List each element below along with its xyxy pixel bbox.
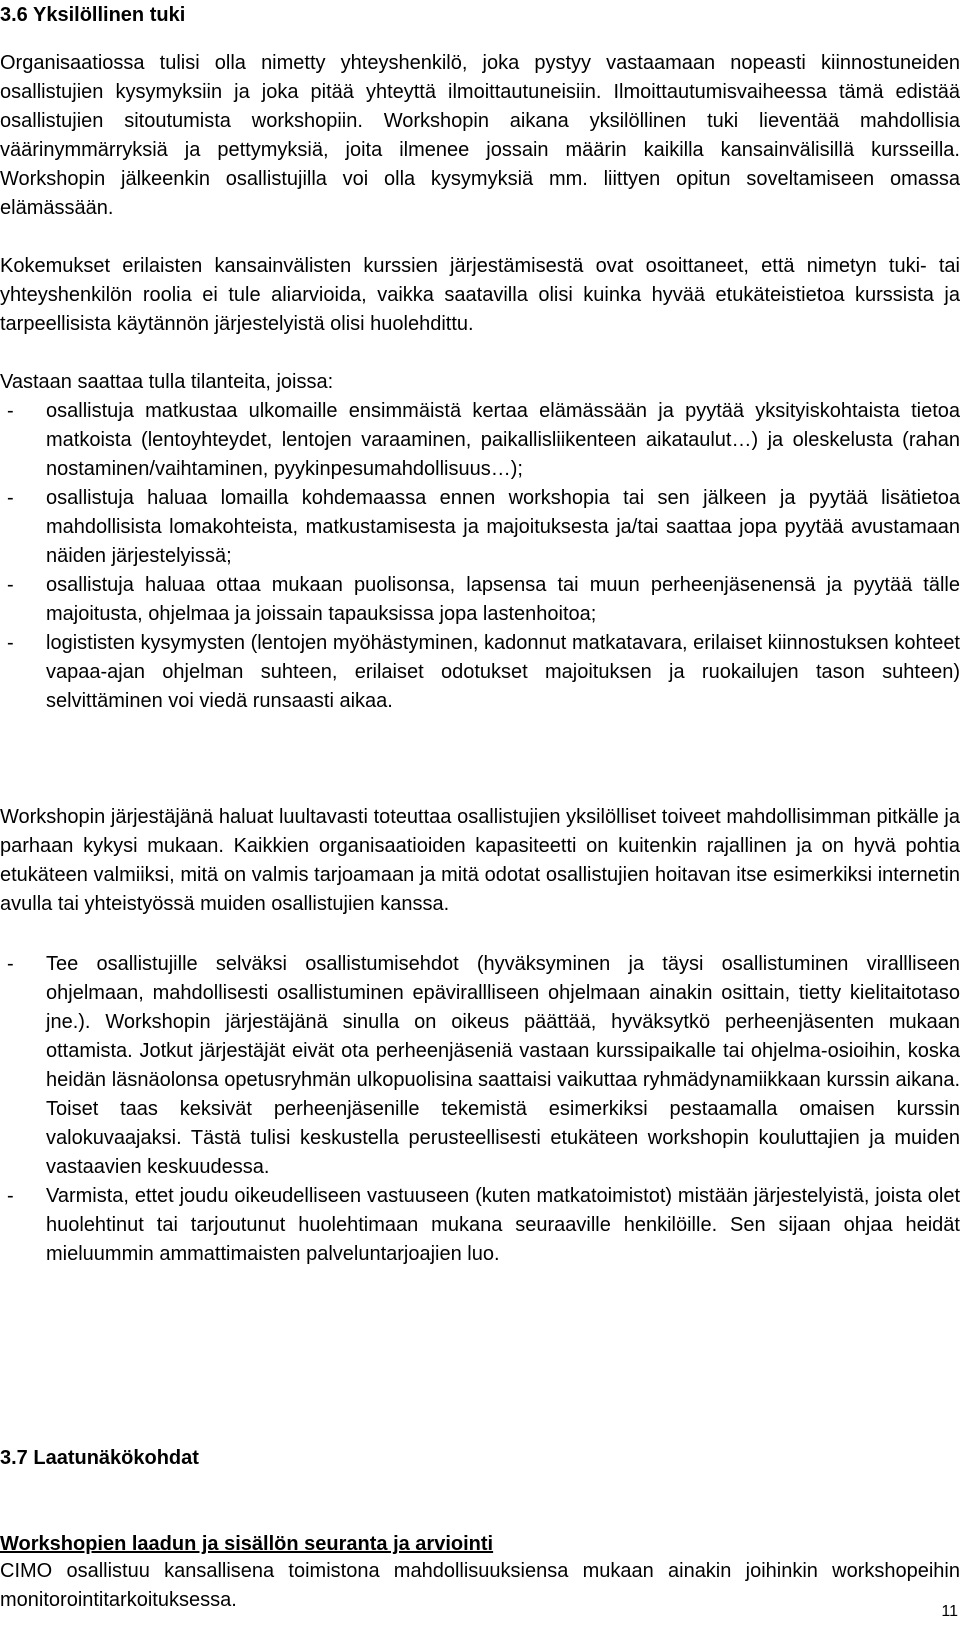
paragraph-contact-person: Organisaatiossa tulisi olla nimetty yhteyshenkilö, joka pystyy vastaamaan nopeasti kiinnostuneiden osallistujien kysymyksiin ja joka pitää yhteyttä ilmoittautuneisiin. Ilmoittautumisvaiheessa tämä edistää osallistujien sitoutumista workshopiin. Workshopin aikana yksilöllinen tuki lieventää mahdollisia väärinymmärryksiä ja pettymyksiä, joita ilmenee jossain määrin kaikilla kansainvälisillä kursseilla. Workshopin jälkeenkin osallistujilla voi olla kysymyksiä mm. liittyen opitun soveltamiseen omassa elämässään. [0, 52, 960, 219]
paragraph-situations-intro: Vastaan saattaa tulla tilanteita, joissa: [0, 371, 334, 393]
situations-list [0, 397, 960, 716]
list-item: - osallistuja matkustaa ulkomaille ensimmäistä kertaa elämässään ja pyytää yksityiskohtaista tietoa matkoista (lentoyhteydet, lentojen varaaminen, paikallisliikenteen aikataulut…) ja oleskelusta (rahan nostaminen/vaihtaminen, pyykinpesumahdollisuus…); [0, 397, 960, 484]
list-item: - osallistuja haluaa lomailla kohdemaassa ennen workshopia tai sen jälkeen ja pyytää lisätietoa mahdollisista lomakohteista, matkustamisesta ja majoituksesta ja/tai saattaa jopa pyytää avustamaan näiden järjestelyissä; [0, 484, 960, 571]
paragraph-organizer-capacity: Workshopin järjestäjänä haluat luultavasti toteuttaa osallistujien yksilölliset toiveet mahdollisimman pitkälle ja parhaan kykysi mukaan. Kaikkien organisaatioiden kapasiteetti on kuitenkin rajallinen ja on hyvä pohtia etukäteen valmiiksi, mitä on valmis tarjoamaan ja mitä odotat osallistujien hoitavan itse esimerkiksi internetin avulla tai yhteistyössä muiden osallistujien kanssa. [0, 806, 960, 915]
paragraph-experiences: Kokemukset erilaisten kansainvälisten kurssien järjestämisestä ovat osoittaneet, että nimetyn tuki- tai yhteyshenkilön roolia ei tule aliarvioida, vaikka saatavilla olisi kuinka hyvää etukäteistietoa kurssista ja tarpeellisista käytännön järjestelyistä olisi huolehdittu. [0, 255, 960, 335]
list-dash: - [7, 487, 14, 509]
list-item: - osallistuja haluaa ottaa mukaan puolisonsa, lapsensa tai muun perheenjäsenensä ja pyytää tälle majoitusta, ohjelmaa ja joissain tapauksissa jopa lastenhoitoa; [0, 571, 960, 629]
list-dash: - [7, 632, 14, 654]
section-title-3-6: 3.6 Yksilöllinen tuki [0, 4, 186, 26]
page-number: 11 [941, 1603, 958, 1620]
section-title-3-7: 3.7 Laatunäkökohdat [0, 1447, 199, 1469]
section-subtitle: Workshopien laadun ja sisällön seuranta ja arviointi [0, 1533, 494, 1555]
list-dash: - [7, 953, 14, 975]
list-dash: - [7, 400, 14, 422]
list-item: - logististen kysymysten (lentojen myöhästyminen, kadonnut matkatavara, erilaiset kiinnostuksen kohteet vapaa-ajan ohjelman suhteen, erilaiset odotukset majoituksen ja ruokailujen tason suhteen) selvittäminen voi viedä runsaasti aikaa. [0, 629, 960, 716]
list-item: - Varmista, ettet joudu oikeudelliseen vastuuseen (kuten matkatoimistot) mistään järjestelyistä, joista olet huolehtinut tai tarjoutunut huolehtimaan mukana seuraaville henkilöille. Sen sijaan ohjaa heidät mieluummin ammattimaisten palveluntarjoajien luo. [0, 1182, 960, 1269]
list-item: - Tee osallistujille selväksi osallistumisehdot (hyväksyminen ja täysi osallistuminen virallliseen ohjelmaan, mahdollisesti osallistuminen epävirallliseen ohjelmaan ainakin osittain, tietty kielitaitotaso jne.). Workshopin järjestäjänä sinulla on oikeus päättää, hyväksytkö perheenjäsenten mukaan ottamista. Jotkut järjestäjät eivät ota perheenjäseniä vastaan kurssipaikalle tai ohjelma-osioihin, koska heidän läsnäolonsa opetusryhmän ulkopuolisina saattaisi vaikuttaa ryhmädynamiikkaan kurssin aikana. Toiset taas keksivät perheenjäsenille tekemistä esimerkiksi pestaamalla omaisen kurssin valokuvaajaksi. Tästä tulisi keskustella perusteellisesti etukäteen workshopin kouluttajien ja muiden vastaavien keskuudessa. [0, 950, 960, 1182]
guidelines-list [0, 950, 960, 1269]
list-dash: - [7, 574, 14, 596]
list-dash: - [7, 1185, 14, 1207]
paragraph-cimo-monitoring: CIMO osallistuu kansallisena toimistona mahdollisuuksiensa mukaan ainakin joihinkin workshopeihin monitorointitarkoituksessa. [0, 1560, 960, 1611]
